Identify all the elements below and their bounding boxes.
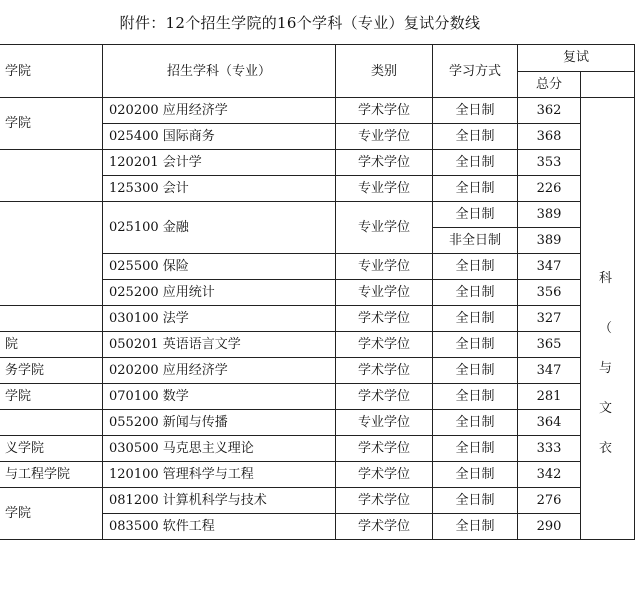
total-score-cell: 281 [518, 384, 581, 410]
college-cell [0, 150, 103, 202]
header-total: 总分 [518, 71, 581, 98]
study-mode-cell: 全日制 [433, 124, 518, 150]
category-cell: 专业学位 [336, 176, 433, 202]
category-cell: 学术学位 [336, 150, 433, 176]
category-cell: 学术学位 [336, 436, 433, 462]
subject-cell: 025400 国际商务 [103, 124, 336, 150]
subject-cell: 125300 会计 [103, 176, 336, 202]
subject-cell: 120201 会计学 [103, 150, 336, 176]
subject-cell: 025100 金融 [103, 202, 336, 254]
category-cell: 学术学位 [336, 98, 433, 124]
study-mode-cell: 非全日制 [433, 228, 518, 254]
category-cell: 学术学位 [336, 358, 433, 384]
category-cell: 学术学位 [336, 514, 433, 540]
study-mode-cell: 全日制 [433, 306, 518, 332]
category-cell: 专业学位 [336, 254, 433, 280]
header-category: 类别 [336, 45, 433, 98]
note-cell [581, 98, 635, 540]
subject-cell: 030500 马克思主义理论 [103, 436, 336, 462]
subject-cell: 025500 保险 [103, 254, 336, 280]
total-score-cell: 342 [518, 462, 581, 488]
total-score-cell: 353 [518, 150, 581, 176]
college-cell: 务学院 [0, 358, 103, 384]
study-mode-cell: 全日制 [433, 98, 518, 124]
category-cell: 学术学位 [336, 306, 433, 332]
category-cell: 学术学位 [336, 488, 433, 514]
header-subject: 招生学科（专业） [103, 45, 336, 98]
study-mode-cell: 全日制 [433, 462, 518, 488]
study-mode-cell: 全日制 [433, 436, 518, 462]
study-mode-cell: 全日制 [433, 384, 518, 410]
table-row [0, 202, 635, 228]
table-row [0, 306, 635, 332]
total-score-cell: 226 [518, 176, 581, 202]
table-row [0, 436, 635, 462]
page-title: 附件：12个招生学院的16个学科（专业）复试分数线 [119, 14, 481, 32]
category-cell: 专业学位 [336, 280, 433, 306]
table-row [0, 150, 635, 176]
college-cell: 学院 [0, 98, 103, 150]
college-cell: 与工程学院 [0, 462, 103, 488]
table-header-row [0, 45, 635, 72]
total-score-cell: 347 [518, 358, 581, 384]
table-row [0, 488, 635, 514]
table-row [0, 358, 635, 384]
college-cell: 学院 [0, 488, 103, 540]
total-score-cell: 347 [518, 254, 581, 280]
category-cell: 学术学位 [336, 462, 433, 488]
total-score-cell: 362 [518, 98, 581, 124]
study-mode-cell: 全日制 [433, 358, 518, 384]
study-mode-cell: 全日制 [433, 254, 518, 280]
college-cell [0, 306, 103, 332]
total-score-cell: 356 [518, 280, 581, 306]
college-cell [0, 410, 103, 436]
total-score-cell: 389 [518, 202, 581, 228]
study-mode-cell: 全日制 [433, 332, 518, 358]
college-cell: 院 [0, 332, 103, 358]
study-mode-cell: 全日制 [433, 410, 518, 436]
header-extra [581, 71, 635, 98]
subject-cell: 070100 数学 [103, 384, 336, 410]
total-score-cell: 276 [518, 488, 581, 514]
category-cell: 专业学位 [336, 124, 433, 150]
subject-cell: 055200 新闻与传播 [103, 410, 336, 436]
subject-cell: 120100 管理科学与工程 [103, 462, 336, 488]
table-row [0, 332, 635, 358]
table-row [0, 384, 635, 410]
college-cell [0, 202, 103, 306]
subject-cell: 020200 应用经济学 [103, 358, 336, 384]
category-cell: 学术学位 [336, 384, 433, 410]
header-college: 学院 [0, 45, 103, 98]
study-mode-cell: 全日制 [433, 176, 518, 202]
total-score-cell: 389 [518, 228, 581, 254]
study-mode-cell: 全日制 [433, 488, 518, 514]
subject-cell: 050201 英语语言文学 [103, 332, 336, 358]
header-study-mode: 学习方式 [433, 45, 518, 98]
college-cell: 义学院 [0, 436, 103, 462]
study-mode-cell: 全日制 [433, 150, 518, 176]
total-score-cell: 364 [518, 410, 581, 436]
subject-cell: 020200 应用经济学 [103, 98, 336, 124]
subject-cell: 083500 软件工程 [103, 514, 336, 540]
note-glyph: 文 [599, 400, 613, 416]
category-cell: 专业学位 [336, 410, 433, 436]
note-glyph: （ [599, 320, 613, 336]
subject-cell: 025200 应用统计 [103, 280, 336, 306]
score-table [0, 44, 635, 540]
note-glyph: 科 [599, 270, 613, 286]
subject-cell: 030100 法学 [103, 306, 336, 332]
subject-cell: 081200 计算机科学与技术 [103, 488, 336, 514]
study-mode-cell: 全日制 [433, 202, 518, 228]
score-table-container [0, 44, 634, 584]
header-retest: 复试 [518, 45, 635, 72]
college-cell: 学院 [0, 384, 103, 410]
study-mode-cell: 全日制 [433, 280, 518, 306]
category-cell: 专业学位 [336, 202, 433, 254]
category-cell: 学术学位 [336, 332, 433, 358]
study-mode-cell: 全日制 [433, 514, 518, 540]
table-row [0, 98, 635, 124]
table-row [0, 410, 635, 436]
note-glyph: 与 [599, 360, 613, 376]
total-score-cell: 365 [518, 332, 581, 358]
total-score-cell: 368 [518, 124, 581, 150]
total-score-cell: 327 [518, 306, 581, 332]
note-glyph: 衣 [599, 440, 613, 456]
total-score-cell: 333 [518, 436, 581, 462]
total-score-cell: 290 [518, 514, 581, 540]
table-row [0, 462, 635, 488]
